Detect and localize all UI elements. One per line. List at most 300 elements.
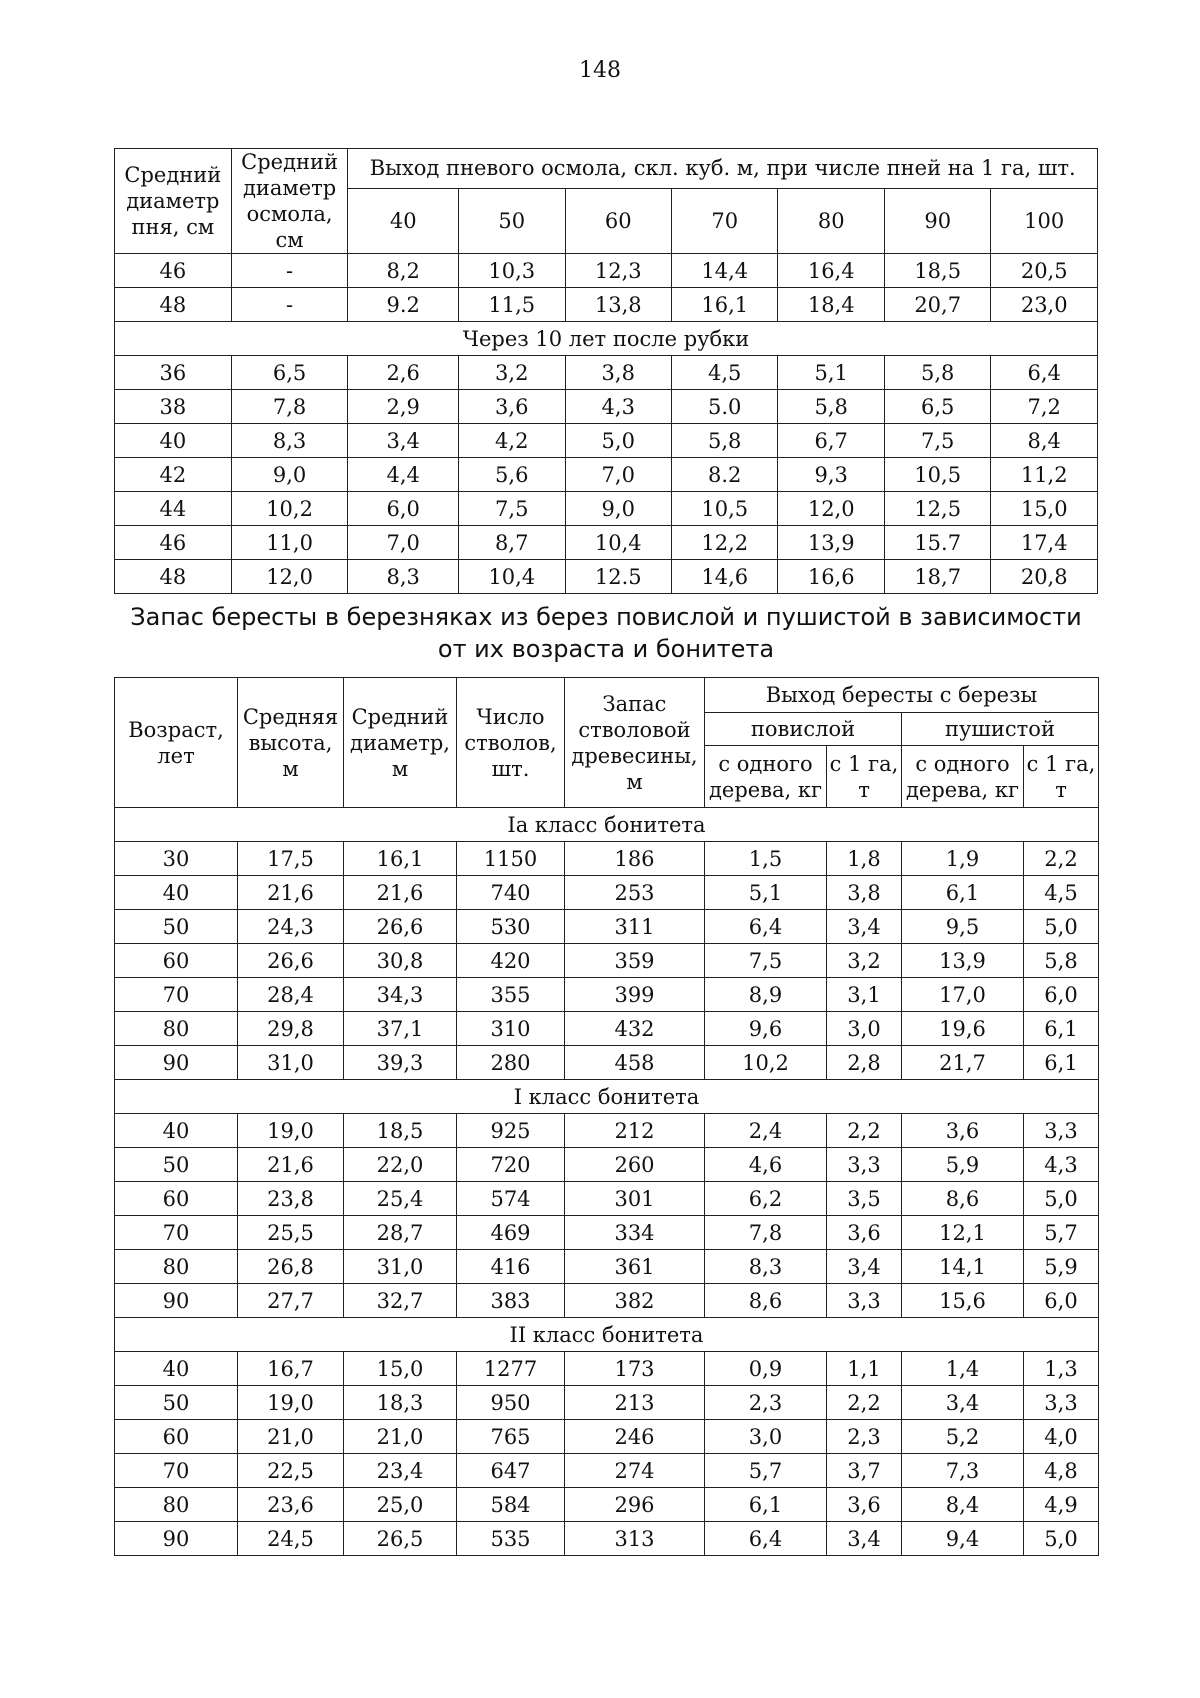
table-cell: 3,2 bbox=[459, 356, 565, 390]
table-cell: 4,3 bbox=[1024, 1148, 1099, 1182]
table-cell: 7,3 bbox=[902, 1454, 1024, 1488]
table-cell: 6,0 bbox=[1024, 1284, 1099, 1318]
page-number: 148 bbox=[579, 58, 621, 83]
table-cell: 3,8 bbox=[827, 876, 902, 910]
table-cell: 6,0 bbox=[348, 492, 459, 526]
table-cell: 253 bbox=[565, 876, 705, 910]
table-cell: 3,4 bbox=[827, 1522, 902, 1556]
table-cell: 3,3 bbox=[1024, 1386, 1099, 1420]
table-cell: 9,6 bbox=[705, 1012, 827, 1046]
table-cell: 16,7 bbox=[238, 1352, 344, 1386]
section-row bbox=[115, 1080, 1099, 1114]
table-cell: 38 bbox=[115, 390, 232, 424]
table-cell: 3,5 bbox=[827, 1182, 902, 1216]
table-cell: 3,6 bbox=[459, 390, 565, 424]
table-cell: 740 bbox=[457, 876, 565, 910]
table-cell: 4,0 bbox=[1024, 1420, 1099, 1454]
table-cell: 420 bbox=[457, 944, 565, 978]
table-cell: 213 bbox=[565, 1386, 705, 1420]
table-cell: 16,4 bbox=[778, 254, 884, 288]
table-cell: 17,0 bbox=[902, 978, 1024, 1012]
header-per-ha: с 1 га, т bbox=[1024, 746, 1099, 808]
table-cell: 6,4 bbox=[705, 1522, 827, 1556]
table-cell: 22,5 bbox=[238, 1454, 344, 1488]
table-cell: 13,8 bbox=[565, 288, 671, 322]
table-cell: 1,3 bbox=[1024, 1352, 1099, 1386]
header-per-tree: с одного дерева, кг bbox=[705, 746, 827, 808]
table-cell: 3,6 bbox=[902, 1114, 1024, 1148]
table-cell: 10,5 bbox=[671, 492, 777, 526]
table-cell: 2,6 bbox=[348, 356, 459, 390]
table-cell: 31,0 bbox=[238, 1046, 344, 1080]
table-cell: 80 bbox=[115, 1488, 238, 1522]
table2-title-line1: Запас бересты в березняках из берез повислой и пушистой в зависимости bbox=[130, 603, 1082, 631]
table-row bbox=[115, 424, 1098, 458]
table-cell: 40 bbox=[115, 1114, 238, 1148]
table-cell: 9.2 bbox=[348, 288, 459, 322]
table-cell: 925 bbox=[457, 1114, 565, 1148]
table-cell: 12,0 bbox=[778, 492, 884, 526]
table-cell: 23,6 bbox=[238, 1488, 344, 1522]
table-cell: 5,1 bbox=[778, 356, 884, 390]
table-cell: 212 bbox=[565, 1114, 705, 1148]
table-row bbox=[115, 356, 1098, 390]
table-cell: 280 bbox=[457, 1046, 565, 1080]
table-cell: 9,5 bbox=[902, 910, 1024, 944]
table-cell: 3,4 bbox=[827, 910, 902, 944]
table-cell: 5,0 bbox=[1024, 910, 1099, 944]
table-cell: 13,9 bbox=[902, 944, 1024, 978]
table-cell: 22,0 bbox=[344, 1148, 457, 1182]
table-cell: 5,0 bbox=[1024, 1182, 1099, 1216]
table-cell: 10,4 bbox=[459, 560, 565, 594]
table-cell: 70 bbox=[115, 1216, 238, 1250]
table-cell: 5,0 bbox=[1024, 1522, 1099, 1556]
table-cell: 29,8 bbox=[238, 1012, 344, 1046]
table-cell: 10,5 bbox=[884, 458, 990, 492]
table-cell: 5,0 bbox=[565, 424, 671, 458]
table-cell: 6,1 bbox=[1024, 1012, 1099, 1046]
table-cell: 31,0 bbox=[344, 1250, 457, 1284]
table-cell: 5,9 bbox=[1024, 1250, 1099, 1284]
table-row bbox=[115, 1182, 1099, 1216]
table-cell: 19,0 bbox=[238, 1114, 344, 1148]
table-cell: 60 bbox=[115, 1420, 238, 1454]
section-label: Через 10 лет после рубки bbox=[115, 322, 1098, 356]
table-row bbox=[115, 978, 1099, 1012]
table-cell: 14,1 bbox=[902, 1250, 1024, 1284]
table-cell: 2,3 bbox=[705, 1386, 827, 1420]
header-pendula: повислой bbox=[705, 713, 902, 746]
table-cell: 24,3 bbox=[238, 910, 344, 944]
table-cell: 6,0 bbox=[1024, 978, 1099, 1012]
table-row bbox=[115, 944, 1099, 978]
table-cell: 23,4 bbox=[344, 1454, 457, 1488]
table-cell: 11,5 bbox=[459, 288, 565, 322]
bonitet-class-label: II класс бонитета bbox=[115, 1318, 1099, 1352]
table-cell: 2,4 bbox=[705, 1114, 827, 1148]
table-cell: 20,8 bbox=[991, 560, 1098, 594]
table-cell: 416 bbox=[457, 1250, 565, 1284]
table-cell: 535 bbox=[457, 1522, 565, 1556]
table-cell: 3,0 bbox=[827, 1012, 902, 1046]
table-cell: 48 bbox=[115, 560, 232, 594]
table-cell: 2,8 bbox=[827, 1046, 902, 1080]
birch-bark-table bbox=[114, 677, 1099, 1556]
table-cell: 1,9 bbox=[902, 842, 1024, 876]
table-cell: 60 bbox=[115, 944, 238, 978]
table-cell: 8,4 bbox=[991, 424, 1098, 458]
table-cell: 274 bbox=[565, 1454, 705, 1488]
table-cell: 12,1 bbox=[902, 1216, 1024, 1250]
table-cell: 4,9 bbox=[1024, 1488, 1099, 1522]
table-cell: 7,0 bbox=[348, 526, 459, 560]
header-stump-count: 100 bbox=[991, 188, 1098, 253]
table-cell: 8.2 bbox=[671, 458, 777, 492]
table-cell: 4,2 bbox=[459, 424, 565, 458]
table-cell: 8,4 bbox=[902, 1488, 1024, 1522]
table-row bbox=[115, 1114, 1099, 1148]
table-cell: 23,8 bbox=[238, 1182, 344, 1216]
table-cell: 14,4 bbox=[671, 254, 777, 288]
table-cell: 5,2 bbox=[902, 1420, 1024, 1454]
table-cell: 2,3 bbox=[827, 1420, 902, 1454]
table-cell: 11,0 bbox=[231, 526, 348, 560]
table-cell: 3,4 bbox=[348, 424, 459, 458]
table-cell: 14,6 bbox=[671, 560, 777, 594]
table2-title bbox=[114, 601, 1098, 665]
table-cell: 432 bbox=[565, 1012, 705, 1046]
table-row bbox=[115, 1522, 1099, 1556]
header-yield: Выход пневого осмола, скл. куб. м, при числе пней на 1 га, шт. bbox=[348, 149, 1098, 189]
table-cell: 246 bbox=[565, 1420, 705, 1454]
table2-title-line2: от их возраста и бонитета bbox=[437, 635, 775, 663]
table-cell: 15.7 bbox=[884, 526, 990, 560]
table-row bbox=[115, 1216, 1099, 1250]
table-cell: 10,4 bbox=[565, 526, 671, 560]
table-cell: 30,8 bbox=[344, 944, 457, 978]
table-cell: 2,2 bbox=[827, 1386, 902, 1420]
table-cell: 3,3 bbox=[827, 1148, 902, 1182]
bonitet-class-label: Ia класс бонитета bbox=[115, 808, 1099, 842]
table-cell: 17,5 bbox=[238, 842, 344, 876]
table-cell: 90 bbox=[115, 1522, 238, 1556]
table-cell: 21,6 bbox=[238, 876, 344, 910]
header-stump-count: 50 bbox=[459, 188, 565, 253]
table-cell: 23,0 bbox=[991, 288, 1098, 322]
table-cell: 7,5 bbox=[884, 424, 990, 458]
table-cell: 60 bbox=[115, 1182, 238, 1216]
table-cell: 334 bbox=[565, 1216, 705, 1250]
header-height: Средняя высота, м bbox=[238, 678, 344, 808]
table-cell: 399 bbox=[565, 978, 705, 1012]
table-cell: 21,6 bbox=[238, 1148, 344, 1182]
table-cell: 32,7 bbox=[344, 1284, 457, 1318]
table-cell: 5,7 bbox=[705, 1454, 827, 1488]
table-cell: 8,7 bbox=[459, 526, 565, 560]
table-cell: 18,4 bbox=[778, 288, 884, 322]
table-cell: 42 bbox=[115, 458, 232, 492]
table-cell: 9,0 bbox=[565, 492, 671, 526]
table-cell: 3,6 bbox=[827, 1216, 902, 1250]
table-cell: 3,8 bbox=[565, 356, 671, 390]
table-cell: 6,1 bbox=[902, 876, 1024, 910]
header-stump-count: 90 bbox=[884, 188, 990, 253]
table-cell: 3,0 bbox=[705, 1420, 827, 1454]
table-cell: 20,5 bbox=[991, 254, 1098, 288]
table-row bbox=[115, 526, 1098, 560]
table-cell: 80 bbox=[115, 1250, 238, 1284]
table-cell: 3,3 bbox=[827, 1284, 902, 1318]
table-cell: 6,7 bbox=[778, 424, 884, 458]
table-cell: 9,3 bbox=[778, 458, 884, 492]
table-cell: 361 bbox=[565, 1250, 705, 1284]
table-row bbox=[115, 1454, 1099, 1488]
table-cell: 9,4 bbox=[902, 1522, 1024, 1556]
bonitet-class-label: I класс бонитета bbox=[115, 1080, 1099, 1114]
table-cell: 21,6 bbox=[344, 876, 457, 910]
table-cell: 3,4 bbox=[827, 1250, 902, 1284]
table-cell: 8,3 bbox=[705, 1250, 827, 1284]
section-row bbox=[115, 808, 1099, 842]
table-row bbox=[115, 288, 1098, 322]
table-cell: 765 bbox=[457, 1420, 565, 1454]
table-cell: 11,2 bbox=[991, 458, 1098, 492]
table-cell: 584 bbox=[457, 1488, 565, 1522]
table-cell: 21,7 bbox=[902, 1046, 1024, 1080]
table-cell: 19,6 bbox=[902, 1012, 1024, 1046]
table-cell: 40 bbox=[115, 1352, 238, 1386]
table-cell: 647 bbox=[457, 1454, 565, 1488]
table-cell: 44 bbox=[115, 492, 232, 526]
table-row bbox=[115, 1352, 1099, 1386]
table-cell: 4,3 bbox=[565, 390, 671, 424]
header-pubescens: пушистой bbox=[902, 713, 1099, 746]
table-cell: 1277 bbox=[457, 1352, 565, 1386]
table-cell: 260 bbox=[565, 1148, 705, 1182]
table-row bbox=[115, 1284, 1099, 1318]
table-cell: 8,6 bbox=[705, 1284, 827, 1318]
table-cell: 30 bbox=[115, 842, 238, 876]
table-cell: 5,7 bbox=[1024, 1216, 1099, 1250]
table-cell: 313 bbox=[565, 1522, 705, 1556]
table-cell: 10,2 bbox=[231, 492, 348, 526]
table-cell: 2,2 bbox=[827, 1114, 902, 1148]
table-cell: 301 bbox=[565, 1182, 705, 1216]
table-cell: 4,6 bbox=[705, 1148, 827, 1182]
table-cell: 26,8 bbox=[238, 1250, 344, 1284]
table-cell: 311 bbox=[565, 910, 705, 944]
table-cell: 574 bbox=[457, 1182, 565, 1216]
table-cell: 26,5 bbox=[344, 1522, 457, 1556]
table-cell: 3,7 bbox=[827, 1454, 902, 1488]
table-cell: 13,9 bbox=[778, 526, 884, 560]
table-cell: 26,6 bbox=[238, 944, 344, 978]
table-cell: 6,2 bbox=[705, 1182, 827, 1216]
table-cell: 12,2 bbox=[671, 526, 777, 560]
table-cell: 40 bbox=[115, 876, 238, 910]
table-cell: 6,1 bbox=[705, 1488, 827, 1522]
table-cell: 5,6 bbox=[459, 458, 565, 492]
table-cell: 8,3 bbox=[231, 424, 348, 458]
table-cell: 18,5 bbox=[884, 254, 990, 288]
table-cell: 950 bbox=[457, 1386, 565, 1420]
table-cell: 9,0 bbox=[231, 458, 348, 492]
table-cell: 8,6 bbox=[902, 1182, 1024, 1216]
table-cell: 80 bbox=[115, 1012, 238, 1046]
table-cell: 20,7 bbox=[884, 288, 990, 322]
table-cell: 6,5 bbox=[884, 390, 990, 424]
table-cell: 25,4 bbox=[344, 1182, 457, 1216]
table-cell: 7,2 bbox=[991, 390, 1098, 424]
table-cell: 7,8 bbox=[231, 390, 348, 424]
table-cell: 50 bbox=[115, 1386, 238, 1420]
header-stump-count: 60 bbox=[565, 188, 671, 253]
table-cell: 458 bbox=[565, 1046, 705, 1080]
table-cell: 5,8 bbox=[884, 356, 990, 390]
table-cell: 4,5 bbox=[1024, 876, 1099, 910]
table-cell: 382 bbox=[565, 1284, 705, 1318]
table-row bbox=[115, 876, 1099, 910]
table-cell: 18,5 bbox=[344, 1114, 457, 1148]
resin-yield-table bbox=[114, 148, 1098, 594]
table-row bbox=[115, 842, 1099, 876]
table-row bbox=[115, 1420, 1099, 1454]
section-row bbox=[115, 1318, 1099, 1352]
table-cell: 70 bbox=[115, 978, 238, 1012]
header-bark-yield: Выход бересты с березы bbox=[705, 678, 1099, 713]
table-cell: 1,4 bbox=[902, 1352, 1024, 1386]
header-age: Возраст, лет bbox=[115, 678, 238, 808]
table-cell: 17,4 bbox=[991, 526, 1098, 560]
table-cell: 4,4 bbox=[348, 458, 459, 492]
table-cell: 355 bbox=[457, 978, 565, 1012]
table-cell: 25,0 bbox=[344, 1488, 457, 1522]
header-stump-diameter: Средний диаметр пня, см bbox=[115, 149, 232, 254]
table-cell: 16,1 bbox=[344, 842, 457, 876]
table-row bbox=[115, 1386, 1099, 1420]
table-cell: 7,0 bbox=[565, 458, 671, 492]
table-cell: 6,1 bbox=[1024, 1046, 1099, 1080]
table-cell: 4,5 bbox=[671, 356, 777, 390]
table-cell: 1,1 bbox=[827, 1352, 902, 1386]
table-cell: 4,8 bbox=[1024, 1454, 1099, 1488]
table-cell: 530 bbox=[457, 910, 565, 944]
header-stock: Запас стволовой древесины, м bbox=[565, 678, 705, 808]
table-cell: - bbox=[231, 288, 348, 322]
header-stump-count: 70 bbox=[671, 188, 777, 253]
table-cell: 21,0 bbox=[238, 1420, 344, 1454]
table-row bbox=[115, 390, 1098, 424]
table-cell: 26,6 bbox=[344, 910, 457, 944]
table-cell: 46 bbox=[115, 254, 232, 288]
table-cell: - bbox=[231, 254, 348, 288]
table-cell: 5.0 bbox=[671, 390, 777, 424]
header-stems: Число стволов, шт. bbox=[457, 678, 565, 808]
header-per-tree: с одного дерева, кг bbox=[902, 746, 1024, 808]
table-cell: 6,4 bbox=[705, 910, 827, 944]
table-cell: 10,2 bbox=[705, 1046, 827, 1080]
table-row bbox=[115, 254, 1098, 288]
table-cell: 19,0 bbox=[238, 1386, 344, 1420]
table-cell: 12,5 bbox=[884, 492, 990, 526]
table-cell: 28,4 bbox=[238, 978, 344, 1012]
table-cell: 1150 bbox=[457, 842, 565, 876]
table-cell: 296 bbox=[565, 1488, 705, 1522]
table-cell: 8,2 bbox=[348, 254, 459, 288]
header-per-ha: с 1 га, т bbox=[827, 746, 902, 808]
table-cell: 3,6 bbox=[827, 1488, 902, 1522]
table-cell: 2,2 bbox=[1024, 842, 1099, 876]
table-row bbox=[115, 1488, 1099, 1522]
table-cell: 27,7 bbox=[238, 1284, 344, 1318]
table-row bbox=[115, 1250, 1099, 1284]
table-cell: 1,8 bbox=[827, 842, 902, 876]
table-row bbox=[115, 492, 1098, 526]
table-cell: 5,1 bbox=[705, 876, 827, 910]
table-cell: 46 bbox=[115, 526, 232, 560]
table-cell: 50 bbox=[115, 910, 238, 944]
table-cell: 383 bbox=[457, 1284, 565, 1318]
table-cell: 16,6 bbox=[778, 560, 884, 594]
table-cell: 6,4 bbox=[991, 356, 1098, 390]
header-diameter: Средний диаметр, м bbox=[344, 678, 457, 808]
table-cell: 90 bbox=[115, 1284, 238, 1318]
table-cell: 173 bbox=[565, 1352, 705, 1386]
table-cell: 7,5 bbox=[705, 944, 827, 978]
table-row bbox=[115, 1148, 1099, 1182]
table-cell: 18,3 bbox=[344, 1386, 457, 1420]
table-cell: 5,8 bbox=[1024, 944, 1099, 978]
table-cell: 5,9 bbox=[902, 1148, 1024, 1182]
table-cell: 10,3 bbox=[459, 254, 565, 288]
table-cell: 3,4 bbox=[902, 1386, 1024, 1420]
table-row bbox=[115, 1012, 1099, 1046]
table-cell: 12.5 bbox=[565, 560, 671, 594]
table-cell: 12,0 bbox=[231, 560, 348, 594]
table-cell: 0,9 bbox=[705, 1352, 827, 1386]
section-row bbox=[115, 322, 1098, 356]
table-cell: 18,7 bbox=[884, 560, 990, 594]
table-cell: 28,7 bbox=[344, 1216, 457, 1250]
table-cell: 15,6 bbox=[902, 1284, 1024, 1318]
table-cell: 90 bbox=[115, 1046, 238, 1080]
table-cell: 37,1 bbox=[344, 1012, 457, 1046]
table-cell: 48 bbox=[115, 288, 232, 322]
table-row bbox=[115, 560, 1098, 594]
table-cell: 24,5 bbox=[238, 1522, 344, 1556]
table-row bbox=[115, 458, 1098, 492]
table-cell: 359 bbox=[565, 944, 705, 978]
table-cell: 16,1 bbox=[671, 288, 777, 322]
table-cell: 25,5 bbox=[238, 1216, 344, 1250]
table-cell: 3,2 bbox=[827, 944, 902, 978]
table-cell: 186 bbox=[565, 842, 705, 876]
table-cell: 720 bbox=[457, 1148, 565, 1182]
table-cell: 21,0 bbox=[344, 1420, 457, 1454]
table-cell: 39,3 bbox=[344, 1046, 457, 1080]
table-cell: 1,5 bbox=[705, 842, 827, 876]
table-cell: 8,9 bbox=[705, 978, 827, 1012]
table-cell: 34,3 bbox=[344, 978, 457, 1012]
header-resin-diameter: Средний диаметр осмола, см bbox=[231, 149, 348, 254]
table-row bbox=[115, 1046, 1099, 1080]
table-cell: 40 bbox=[115, 424, 232, 458]
table-cell: 36 bbox=[115, 356, 232, 390]
table-cell: 310 bbox=[457, 1012, 565, 1046]
table-cell: 7,5 bbox=[459, 492, 565, 526]
table-cell: 15,0 bbox=[344, 1352, 457, 1386]
